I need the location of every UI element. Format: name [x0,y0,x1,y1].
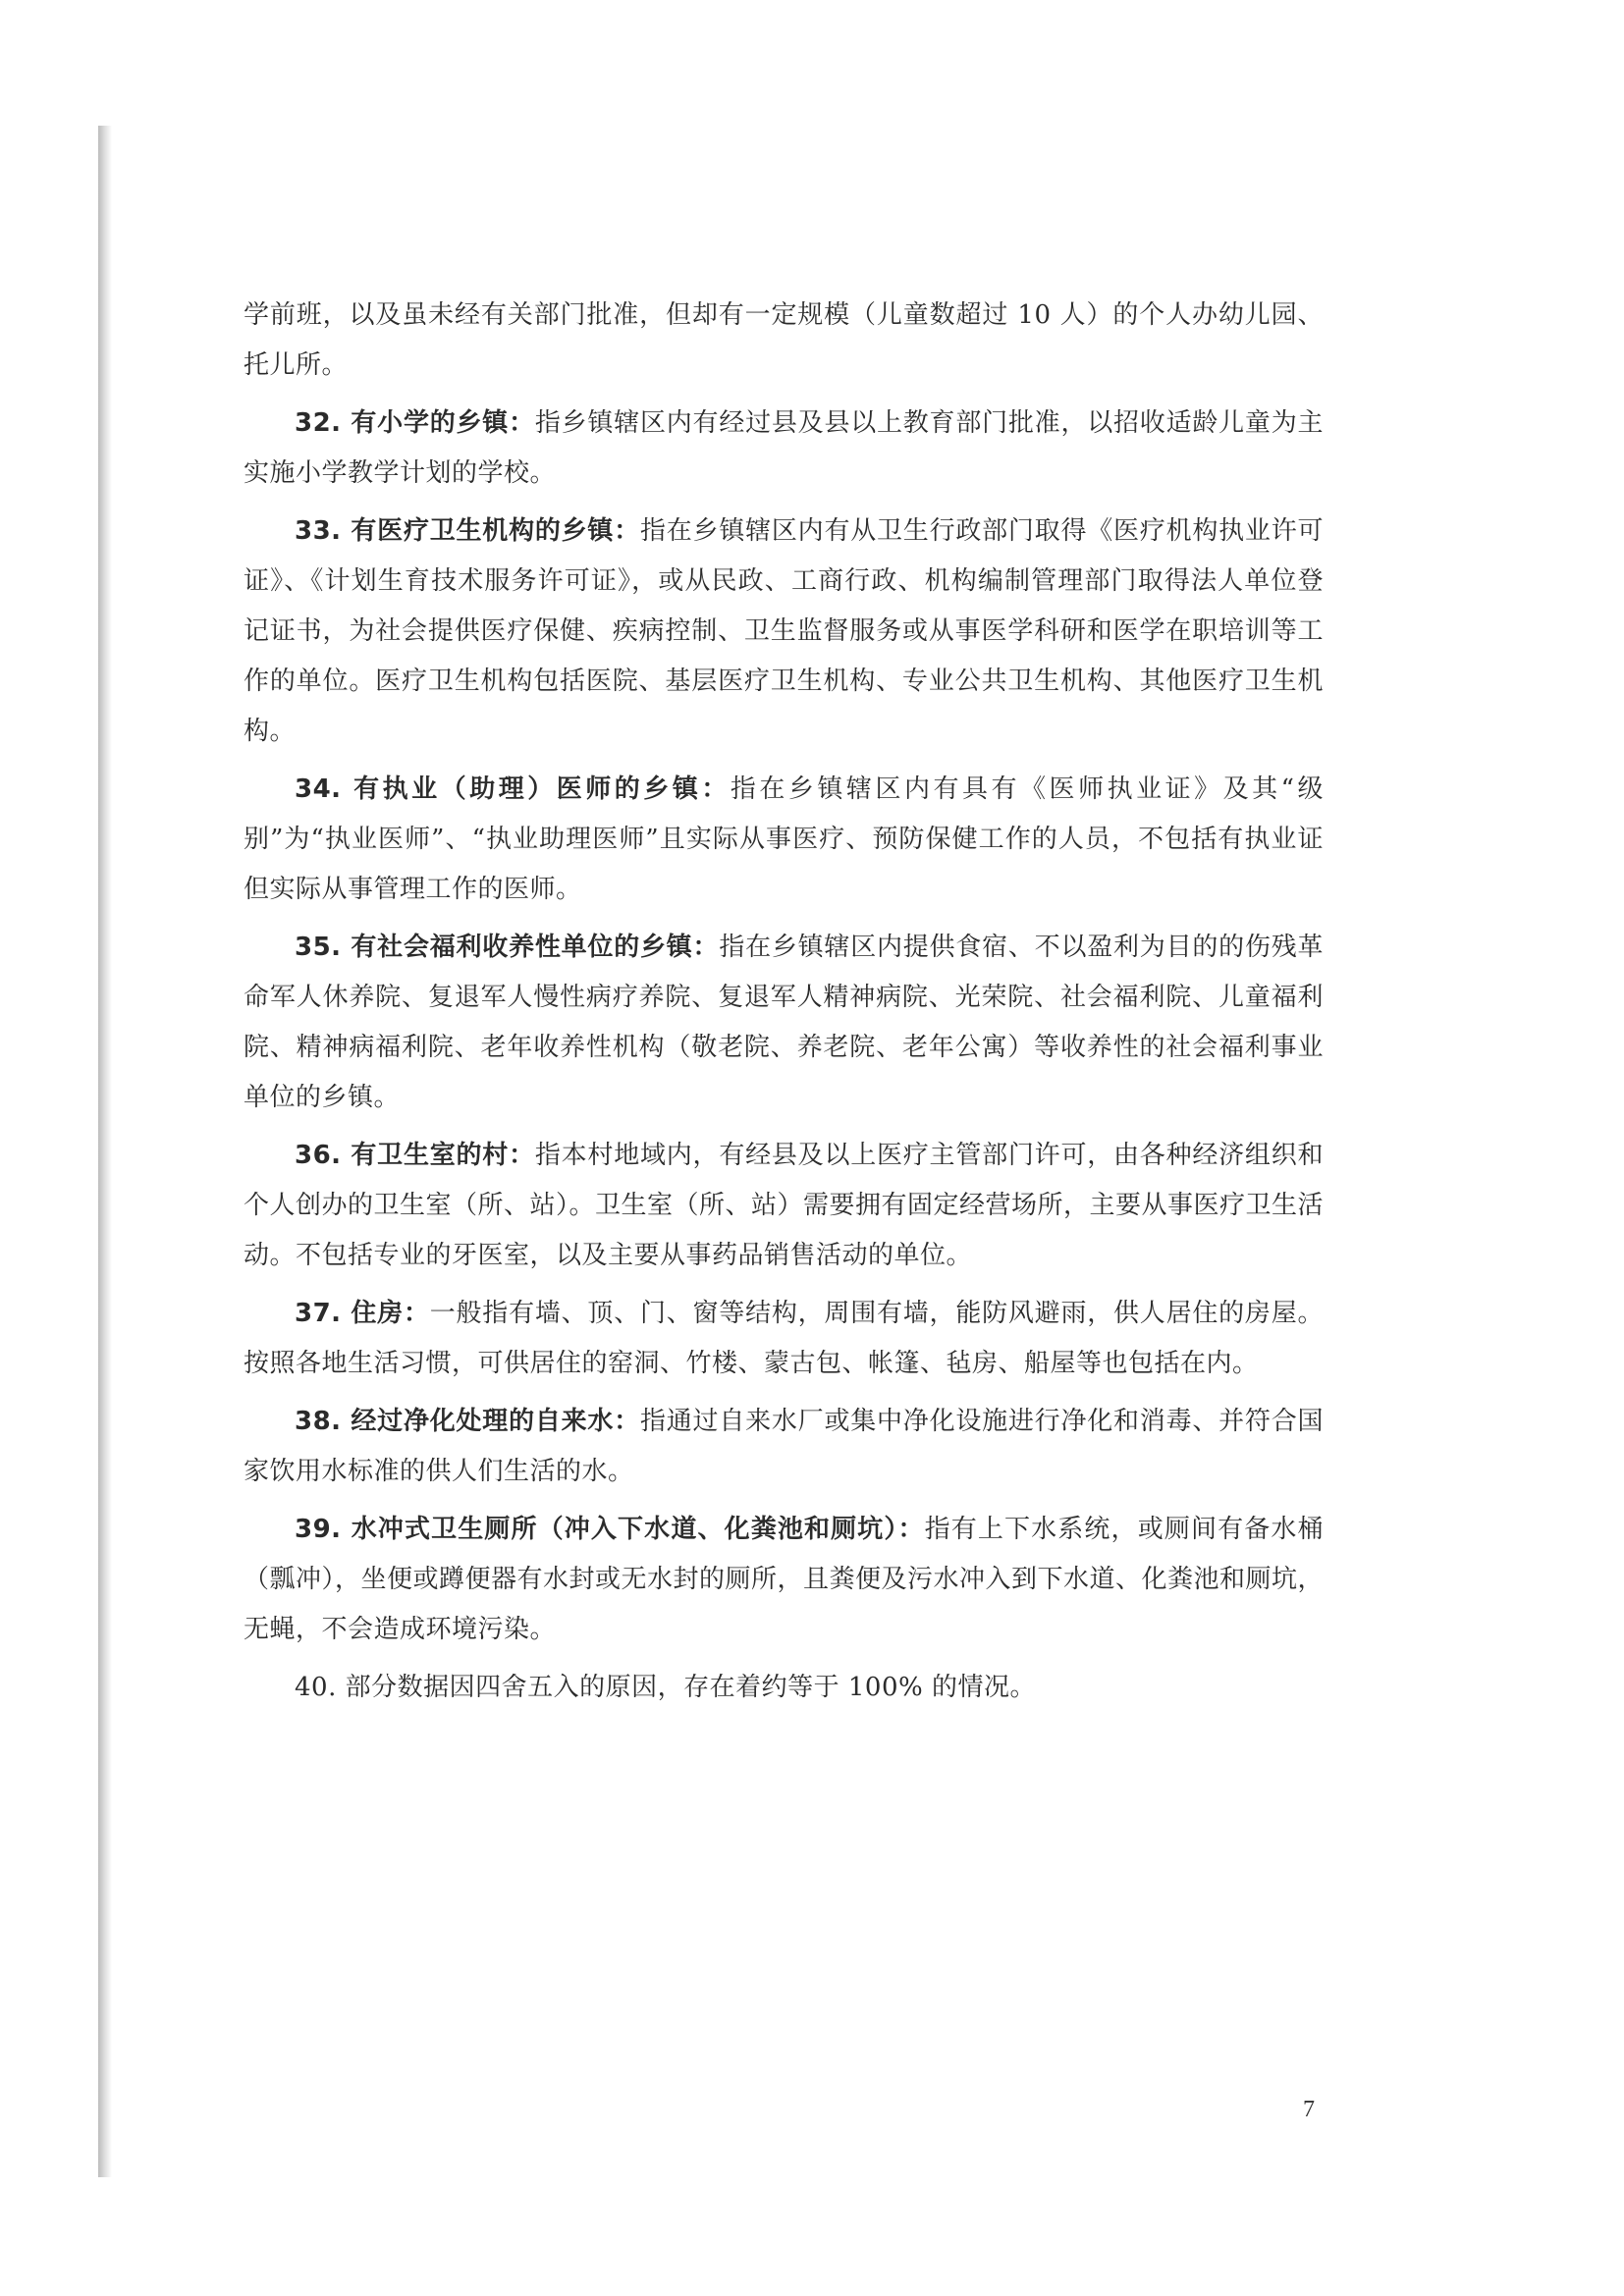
scan-edge-shadow [98,126,112,2177]
definition-item-40 [244,1663,1324,1713]
definition-text: 指乡镇辖区内有经过县及县以上教育部门批准，以招收适龄儿童为主实施小学教学计划的学校。 [244,408,1324,488]
definition-term: 37. 住房： [295,1299,430,1328]
definition-item-39 [244,1505,1324,1655]
definition-text: 指通过自来水厂或集中净化设施进行净化和消毒、并符合国家饮用水标准的供人们生活的水。 [244,1407,1324,1486]
continuation-paragraph: 学前班，以及虽未经有关部门批准，但却有一定规模（儿童数超过 10 人）的个人办幼儿园、托儿所。 [244,300,1324,380]
definition-term: 36. 有卫生室的村： [295,1141,535,1170]
definition-item-37 [244,1289,1324,1389]
definition-item-36 [244,1131,1324,1281]
definition-term: 35. 有社会福利收养性单位的乡镇： [295,933,720,962]
definition-item-35 [244,923,1324,1123]
definition-item-32 [244,399,1324,499]
definition-text: 指有上下水系统，或厕间有备水桶（瓢冲），坐便或蹲便器有水封或无水封的厕所，且粪便及污水冲入到下水道、化粪池和厕坑，无蝇，不会造成环境污染。 [244,1515,1325,1644]
definition-item-33 [244,507,1324,757]
definition-term: 38. 经过净化处理的自来水： [295,1407,640,1436]
definition-text: 指在乡镇辖区内提供食宿、不以盈利为目的的伤残革命军人休养院、复退军人慢性病疗养院、复退军人精神病院、光荣院、社会福利院、儿童福利院、精神病福利院、老年收养性机构（敬老院、养老院、老年公寓）等收养性的社会福利事业单位的乡镇。 [244,933,1324,1112]
definition-term: 32. 有小学的乡镇： [295,408,535,438]
definition-item-34 [244,765,1324,915]
definition-text: 指本村地域内，有经县及以上医疗主管部门许可，由各种经济组织和个人创办的卫生室（所、站）。卫生室（所、站）需要拥有固定经营场所，主要从事医疗卫生活动。不包括专业的牙医室，以及主要从事药品销售活动的单位。 [244,1141,1325,1270]
definition-term: 39. 水冲式卫生厕所（冲入下水道、化粪池和厕坑）： [295,1515,925,1544]
definition-text: 40. 部分数据因四舍五入的原因，存在着约等于 100% 的情况。 [295,1673,1036,1702]
definition-term: 33. 有医疗卫生机构的乡镇： [295,516,640,546]
definition-term: 34. 有执业（助理）医师的乡镇： [295,774,731,804]
definition-text: 指在乡镇辖区内有从卫生行政部门取得《医疗机构执业许可证》、《计划生育技术服务许可证》，或从民政、工商行政、机构编制管理部门取得法人单位登记证书，为社会提供医疗保健、疾病控制、卫生监督服务或从事医学科研和医学在职培训等工作的单位。医疗卫生机构包括医院、基层医疗卫生机构、专业公共卫生机构、其他医疗卫生机构。 [244,516,1324,746]
definitions-text [244,291,1324,1721]
definition-text: 一般指有墙、顶、门、窗等结构，周围有墙，能防风避雨，供人居住的房屋。按照各地生活习惯，可供居住的窑洞、竹楼、蒙古包、帐篷、毡房、船屋等也包括在内。 [244,1299,1324,1378]
page-number: 7 [1303,2097,1315,2122]
definition-text: 指在乡镇辖区内有具有《医师执业证》及其“级别”为“执业医师”、“执业助理医师”且实际从事医疗、预防保健工作的人员，不包括有执业证但实际从事管理工作的医师。 [244,774,1324,904]
definition-item-38 [244,1397,1324,1497]
